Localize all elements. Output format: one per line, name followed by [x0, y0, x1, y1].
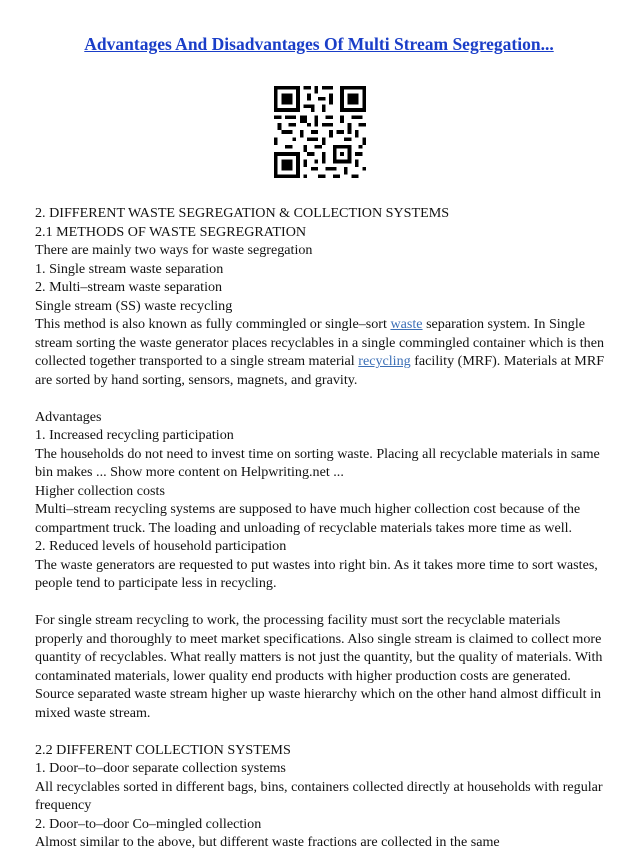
list-item: 2. Door–to–door Co–mingled collection: [35, 815, 262, 832]
paragraph-line: Higher collection costs: [35, 482, 165, 499]
qr-code-image: [274, 86, 366, 178]
paragraph-line: Single stream (SS) waste recycling: [35, 297, 233, 314]
paragraph: Almost similar to the above, but different waste fractions are collected in the same: [35, 834, 500, 850]
advantages-heading: Advantages: [35, 408, 102, 425]
paragraph: All recyclables sorted in different bags, bins, containers collected directly at households with regular frequency: [35, 778, 603, 813]
list-item: 2. Multi–stream waste separation: [35, 279, 223, 295]
subsection-heading: 2.1 METHODS OF WASTE SEGREGRATION: [35, 223, 307, 240]
list-item: 1. Increased recycling participation: [35, 427, 234, 443]
list-item: 1. Door–to–door separate collection systems: [35, 760, 286, 776]
spacer: [35, 722, 605, 741]
paragraph: The households do not need to invest time on sorting waste. Placing all recyclable materials in same bin makes ... Show more content on Helpwriting.net ...: [35, 445, 600, 480]
paragraph-single-stream: This method is also known as fully commingled or single–sort waste separation system. In Single stream sorting the waste generator places recyclables in a single commingled container which is then collected together transported to a single stream material recycling facility (MRF). Materials at MRF are sorted by hand sorting, sensors, magnets, and gravity.: [35, 316, 605, 388]
section-heading: 2. DIFFERENT WASTE SEGREGATION & COLLECTION SYSTEMS: [35, 205, 450, 221]
recycling-link[interactable]: recycling: [358, 353, 411, 369]
subsection-heading: 2.2 DIFFERENT COLLECTION SYSTEMS: [35, 741, 291, 758]
paragraph-line: There are mainly two ways for waste segregation: [35, 242, 313, 258]
list-item: 1. Single stream waste separation: [35, 260, 224, 277]
document-body: [35, 204, 605, 852]
spacer: [35, 389, 605, 408]
spacer: [35, 593, 605, 612]
waste-link[interactable]: waste: [390, 316, 423, 332]
paragraph: The waste generators are requested to put wastes into right bin. As it takes more time to sort wastes, people tend to participate less in recycling.: [35, 556, 598, 591]
list-item: 2. Reduced levels of household participation: [35, 538, 287, 554]
paragraph: For single stream recycling to work, the processing facility must sort the recyclable materials properly and thoroughly to meet market specifications. Also single stream is claimed to collect more quantity of recyclables. What really matters is not just the quantity, but the quality of materials. With contaminated materials, lower quality end products with higher production costs are generated. Source separated waste stream higher up waste hierarchy which on the other hand almost difficult in mixed waste stream.: [35, 612, 603, 721]
page-title[interactable]: Advantages And Disadvantages Of Multi Stream Segregation...: [84, 34, 554, 54]
paragraph: Multi–stream recycling systems are supposed to have much higher collection cost because of the compartment truck. The loading and unloading of recyclable materials takes more time as well.: [35, 501, 581, 536]
